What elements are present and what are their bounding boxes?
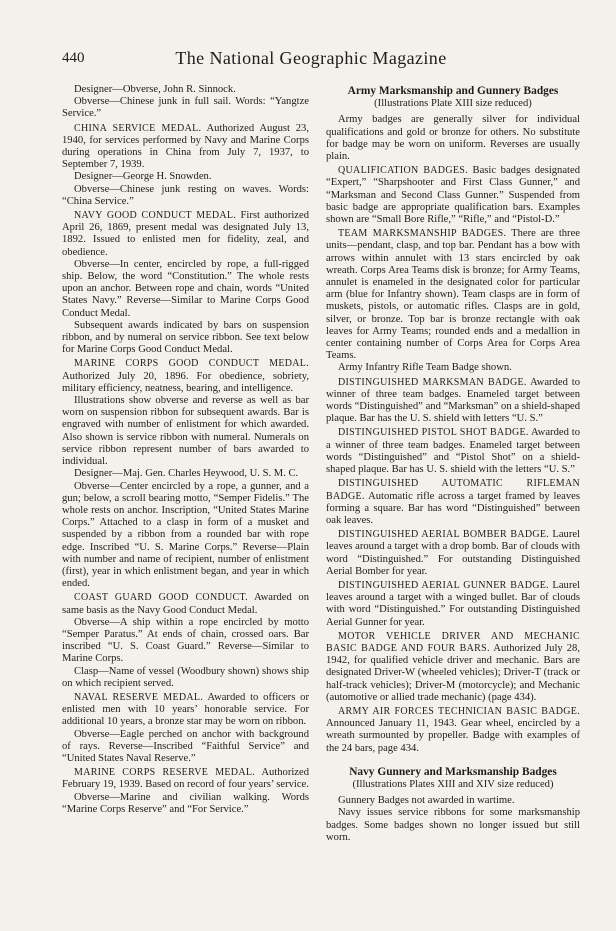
paragraph-text: Subsequent awards indicated by bars on suspension ribbon, and by numeral on service ribbon. See text below for Marine Corps Good Conduct Medal. <box>62 319 309 356</box>
paragraph-text: Authorized February 19, 1939. Based on record of four years’ service. <box>62 767 309 791</box>
paragraph <box>62 592 309 616</box>
paragraph-text: Army Infantry Rifle Team Badge shown. <box>338 362 512 374</box>
running-title: The National Geographic Magazine <box>175 48 447 68</box>
entry-heading: NAVY GOOD CONDUCT MEDAL. <box>74 210 237 222</box>
paragraph-text: Obverse—In center, encircled by rope, a full-rigged ship. Below, the word “Constitution.” The whole rests upon an anchor. Between rope and chain, words “United States Navy.” Reverse—Similar to Marine Corps Good Conduct Medal. <box>62 258 309 319</box>
paragraph-text: Clasp—Name of vessel (Woodbury shown) shows ship on which recipient served. <box>62 665 309 689</box>
left-column <box>62 84 309 816</box>
paragraph-text: Laurel leaves around a target with a drop bomb. Bar of clouds with word “Distinguished.” For outstanding Distinguished Aerial Bomber for year. <box>326 529 580 577</box>
paragraph <box>326 362 580 374</box>
entry-heading: TEAM MARKSMANSHIP BADGES. <box>338 228 507 240</box>
paragraph <box>62 259 309 320</box>
paragraph <box>62 123 309 172</box>
paragraph-text: Announced January 11, 1943. Gear wheel, encircled by a wreath surmounted by propeller. Badge with examples of the 24 bars, page 434. <box>326 718 580 754</box>
paragraph-text: Designer—Maj. Gen. Charles Heywood, U. S. M. C. <box>74 468 299 480</box>
paragraph <box>62 96 309 120</box>
page-number: 440 <box>62 50 85 66</box>
paragraph <box>326 478 580 527</box>
paragraph-text: Obverse—Chinese junk in full sail. Words: “Yangtze Service.” <box>62 96 309 120</box>
navy-badges-text <box>326 795 580 844</box>
paragraph <box>62 792 309 816</box>
paragraph-text: Awarded to officers or enlisted men with 10 years’ honorable service. For additional 10 years, a bronze star may be worn on ribbon. <box>62 691 309 728</box>
paragraph <box>326 114 580 163</box>
entry-heading: MOTOR VEHICLE DRIVER AND MECHANIC BASIC BADGE AND FOUR BARS. <box>326 630 580 654</box>
paragraph <box>62 210 309 259</box>
paragraph <box>326 807 580 844</box>
section-subheading-army: (Illustrations Plate XIII size reduced) <box>374 98 532 109</box>
paragraph <box>62 767 309 791</box>
paragraph <box>62 468 309 480</box>
paragraph-text: Illustrations show obverse and reverse as well as bar worn on suspension ribbon for subsequent awards. Bar is engraved with number of enlistment for which awarded. Also shown is service ribbon with numeral. Numerals on service ribbon represent number of bars awarded to individual. <box>62 395 309 468</box>
paragraph <box>326 228 580 362</box>
entry-heading: DISTINGUISHED MARKSMAN BADGE. <box>338 376 527 388</box>
entry-heading: ARMY AIR FORCES TECHNICIAN BASIC BADGE. <box>338 705 580 717</box>
entry-heading: NAVAL RESERVE MEDAL. <box>74 691 204 703</box>
entry-heading: COAST GUARD GOOD CONDUCT. <box>74 592 248 604</box>
paragraph <box>326 427 580 476</box>
paragraph <box>62 666 309 690</box>
section-heading-navy: Navy Gunnery and Marksmanship Badges <box>349 765 557 778</box>
paragraph-text: Gunnery Badges not awarded in wartime. <box>338 795 515 807</box>
entry-heading: MARINE CORPS GOOD CONDUCT MEDAL. <box>74 358 309 370</box>
paragraph-text: Designer—Obverse, John R. Sinnock. <box>74 84 236 95</box>
entry-heading: CHINA SERVICE MEDAL. <box>74 122 202 134</box>
paragraph <box>62 729 309 766</box>
paragraph-text: Authorized July 28, 1942, for qualified vehicle driver and mechanic. Bars are designated Driver-W (wheeled vehicles); Driver-T (track or half-track vehicles); Driver-M (motorcycle); and Mechanic (automotive or allied trade mechanic) (page 434). <box>326 642 581 703</box>
paragraph-text: Automatic rifle across a target framed by leaves forming a square. Bar has word “Distinguished” between oak leaves. <box>326 490 580 526</box>
paragraph-text: Obverse—A ship within a rope encircled by motto “Semper Paratus.” At ends of chain, crossed oars. Bar inscribed “U. S. Coast Guard.” Reverse—Similar to Marine Corps. <box>62 616 309 665</box>
paragraph <box>62 692 309 729</box>
entry-heading: DISTINGUISHED AUTOMATIC RIFLEMAN BADGE. <box>326 478 580 502</box>
paragraph <box>62 617 309 666</box>
paragraph <box>62 320 309 357</box>
paragraph <box>62 84 309 96</box>
entry-heading: MARINE CORPS RESERVE MEDAL. <box>74 767 256 779</box>
entry-heading: DISTINGUISHED AERIAL GUNNER BADGE. <box>338 579 549 591</box>
paragraph-text: Navy issues service ribbons for some marksmanship badges. Some badges shown no longer issued but still worn. <box>326 807 580 843</box>
paragraph <box>326 631 580 704</box>
paragraph-text: Obverse—Eagle perched on anchor with background of rays. Reverse—Inscribed “Faithful Service” and “United States Naval Reserve.” <box>62 728 309 764</box>
paragraph <box>326 377 580 426</box>
section-heading-army: Army Marksmanship and Gunnery Badges <box>347 85 559 97</box>
entry-heading: DISTINGUISHED PISTOL SHOT BADGE. <box>338 427 529 439</box>
section-subheading-navy: (Illustrations Plates XIII and XIV size reduced) <box>352 778 554 790</box>
paragraph-text: Awarded to winner of three team badges. Enameled target between words “Distinguished” and “Marksman” on a shield-shaped plaque. Bar has the U. S. shield with letters “U. S.” <box>326 376 580 425</box>
paragraph <box>62 481 309 591</box>
paragraph <box>326 795 580 807</box>
entry-heading: QUALIFICATION BADGES. <box>338 165 468 177</box>
entry-heading: DISTINGUISHED AERIAL BOMBER BADGE. <box>338 529 550 541</box>
paragraph-text: Obverse—Chinese junk resting on waves. Words: “China Service.” <box>62 183 309 207</box>
paragraph <box>326 580 580 629</box>
paragraph <box>326 706 580 755</box>
paragraph-text: Laurel leaves around a target with a winged bullet. Bar of clouds with word “Distinguished.” For outstanding Distinguished Aerial Gunner for year. <box>326 579 580 628</box>
paragraph <box>62 184 309 208</box>
paragraph <box>62 395 309 468</box>
paragraph-text: Awarded on same basis as the Navy Good Conduct Medal. <box>62 592 309 616</box>
right-column <box>326 84 580 844</box>
paragraph-text: Obverse—Center encircled by a rope, a gunner, and a gun; below, a scroll bearing motto, “Semper Fidelis.” The whole rests on anchor. Inscription, “United States Marine Corps.” Attached to a clasp in form of a musket and suspended by a ribbon from a rounded bar with rope edge. Inscribed “U. S. Marine Corps.” Reverse—Plain with number and name of recipient, number of enlistment (first), year in which enlistment began, and year in which ended. <box>62 480 309 590</box>
paragraph <box>62 358 309 395</box>
page-header <box>62 50 560 72</box>
paragraph-text: Authorized July 20, 1896. For obedience, sobriety, military efficiency, neatness, bearing, and intelligence. <box>62 370 309 394</box>
paragraph <box>326 165 580 226</box>
paragraph <box>62 171 309 183</box>
paragraph-text: Obverse—Marine and civilian walking. Words “Marine Corps Reserve” and “For Service.” <box>62 791 309 815</box>
paragraph <box>326 529 580 578</box>
army-badges-text <box>326 114 580 754</box>
paragraph-text: Designer—George H. Snowden. <box>74 171 212 183</box>
paragraph-text: Basic badges designated “Expert,” “Sharpshooter and First Class Gunner,” and “Marksman and Second Class Gunner.” Suspended from basic badge are appropriate qualification bars. Examples shown are “Small Bore Rifle,” “Rifle,” and “Pistol-D.” <box>326 165 580 226</box>
paragraph-text: Army badges are generally silver for individual qualifications and gold or bronze for others. No substitute for badge may be worn on uniform. Reverses are usually plain. <box>326 114 580 163</box>
paragraph-text: Awarded to a winner of three team badges. Enameled target between words “Distinguished” and “Pistol Shot” on a shield-shaped plaque. Bar has U. S. shield with the letters “U. S.” <box>326 427 580 476</box>
paragraph-text: Authorized August 23, 1940, for services performed by Navy and Marine Corps during operations in China from July 7, 1937, to September 7, 1939. <box>62 122 309 171</box>
paragraph-text: There are three units—pendant, clasp, and top bar. Pendant has a bow with arrows within annulet with 13 stars encircled by oak wreath. Corps Area Teams disk is bronze; for Army Teams, annulet is enameled in the designated color for particular arm (blue for Infantry shown). Team clasps are in form of muskets, pistols, or automatic rifles. Clasps are in gold, silver, or bronze. Top bar is bronze rectangle with oak leaves for Army Teams; rounded ends and a medallion in center containing number of Corps Area for Corps Area Teams. <box>326 228 580 362</box>
paragraph-text: First authorized April 26, 1869, present medal was designated July 13, 1892. Issued to enlisted men for fidelity, zeal, and obedience. <box>62 210 309 258</box>
